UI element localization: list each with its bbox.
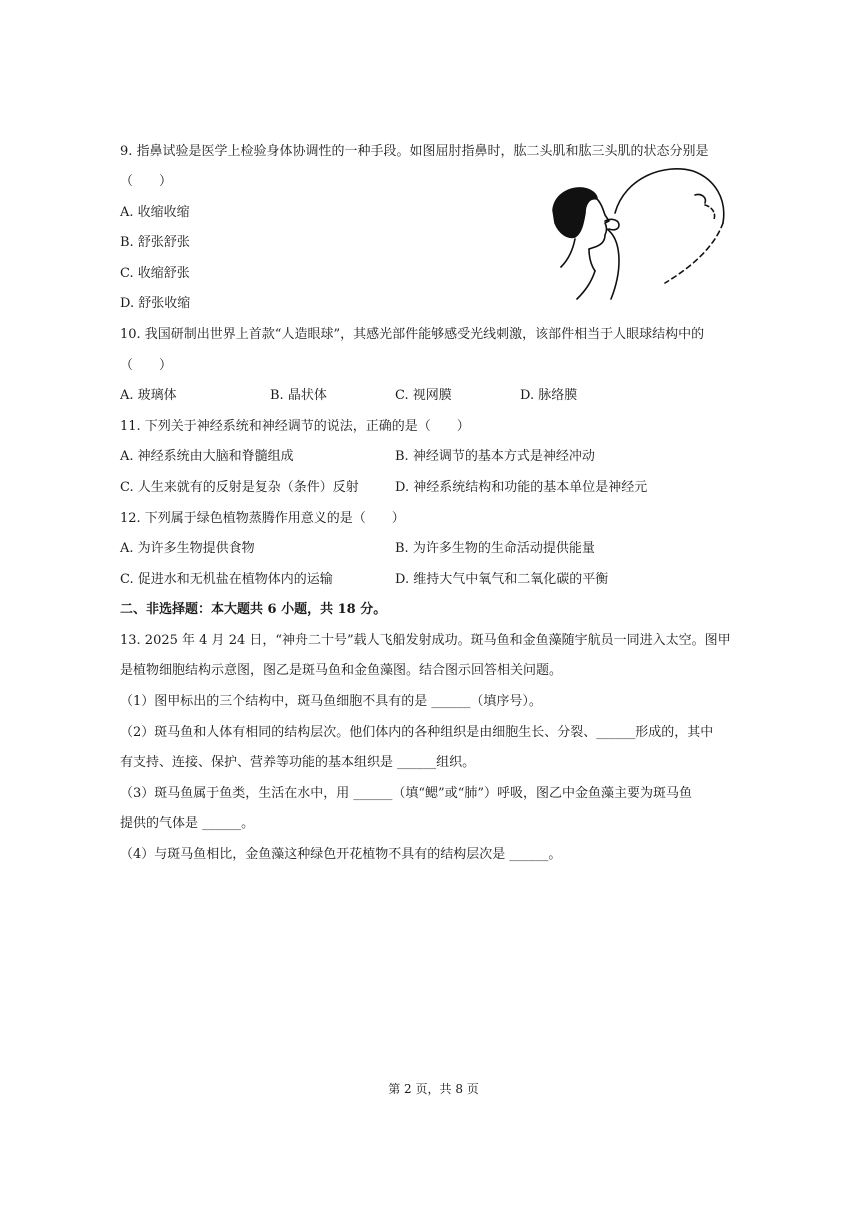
section-heading: 二、非选择题：本大题共 6 小题，共 18 分。 bbox=[120, 602, 387, 617]
q9-option-c: C. 收缩舒张 bbox=[120, 266, 190, 281]
q13-part-2-line-2: 有支持、连接、保护、营养等功能的基本组织是 ______组织。 bbox=[120, 755, 476, 770]
q9-stem: 9. 指鼻试验是医学上检验身体协调性的一种手段。如图屈肘指鼻时，肱二头肌和肱三头肌的状态分别是 bbox=[120, 144, 709, 159]
q10-option-a: A. 玻璃体 bbox=[120, 388, 177, 403]
q10-option-c: C. 视网膜 bbox=[395, 388, 452, 403]
q13-part-1: （1）图甲标出的三个结构中，斑马鱼细胞不具有的是 ______（填序号）。 bbox=[120, 694, 542, 709]
q12-option-b: B. 为许多生物的生命活动提供能量 bbox=[395, 541, 595, 556]
q10-stem: 10. 我国研制出世界上首款“人造眼球”，其感光部件能够感受光线刺激，该部件相当于人眼球结构中的 bbox=[120, 327, 705, 342]
q12-stem: 12. 下列属于绿色植物蒸腾作用意义的是（ ） bbox=[120, 511, 405, 526]
q12-option-a: A. 为许多生物提供食物 bbox=[120, 541, 255, 556]
q10-paren: （ ） bbox=[120, 358, 173, 373]
q13-line-1: 13. 2025 年 4 月 24 日，“神舟二十号”载人飞船发射成功。斑马鱼和金鱼藻随宇航员一同进入太空。图甲 bbox=[120, 633, 731, 648]
q10-option-d: D. 脉络膜 bbox=[520, 388, 578, 403]
q13-part-4: （4）与斑马鱼相比，金鱼藻这种绿色开花植物不具有的结构层次是 ______。 bbox=[120, 847, 562, 862]
q9-option-b: B. 舒张舒张 bbox=[120, 235, 190, 250]
q11-option-a: A. 神经系统由大脑和脊髓组成 bbox=[120, 449, 294, 464]
q9-option-d: D. 舒张收缩 bbox=[120, 296, 191, 311]
page-footer: 第 2 页，共 8 页 bbox=[388, 1082, 479, 1096]
q9-paren: （ ） bbox=[120, 174, 173, 189]
q13-part-3-line-2: 提供的气体是 ______。 bbox=[120, 816, 255, 831]
q13-part-2-line-1: （2）斑马鱼和人体有相同的结构层次。他们体内的各种组织是由细胞生长、分裂、______形成的，其中 bbox=[120, 725, 714, 740]
q13-line-2: 是植物细胞结构示意图，图乙是斑马鱼和金鱼藻图。结合图示回答相关问题。 bbox=[120, 663, 563, 678]
q11-option-b: B. 神经调节的基本方式是神经冲动 bbox=[395, 449, 595, 464]
q11-option-c: C. 人生来就有的反射是复杂（条件）反射 bbox=[120, 480, 359, 495]
finger-nose-test-illustration bbox=[545, 165, 725, 300]
q11-stem: 11. 下列关于神经系统和神经调节的说法，正确的是（ ） bbox=[120, 419, 470, 434]
q12-option-c: C. 促进水和无机盐在植物体内的运输 bbox=[120, 572, 333, 587]
q13-part-3-line-1: （3）斑马鱼属于鱼类，生活在水中，用 ______（填“鳃”或“肺”）呼吸，图乙中金鱼藻主要为斑马鱼 bbox=[120, 786, 692, 801]
q11-option-d: D. 神经系统结构和功能的基本单位是神经元 bbox=[395, 480, 648, 495]
q12-option-d: D. 维持大气中氧气和二氧化碳的平衡 bbox=[395, 572, 609, 587]
q9-option-a: A. 收缩收缩 bbox=[120, 205, 190, 220]
q10-option-b: B. 晶状体 bbox=[270, 388, 327, 403]
